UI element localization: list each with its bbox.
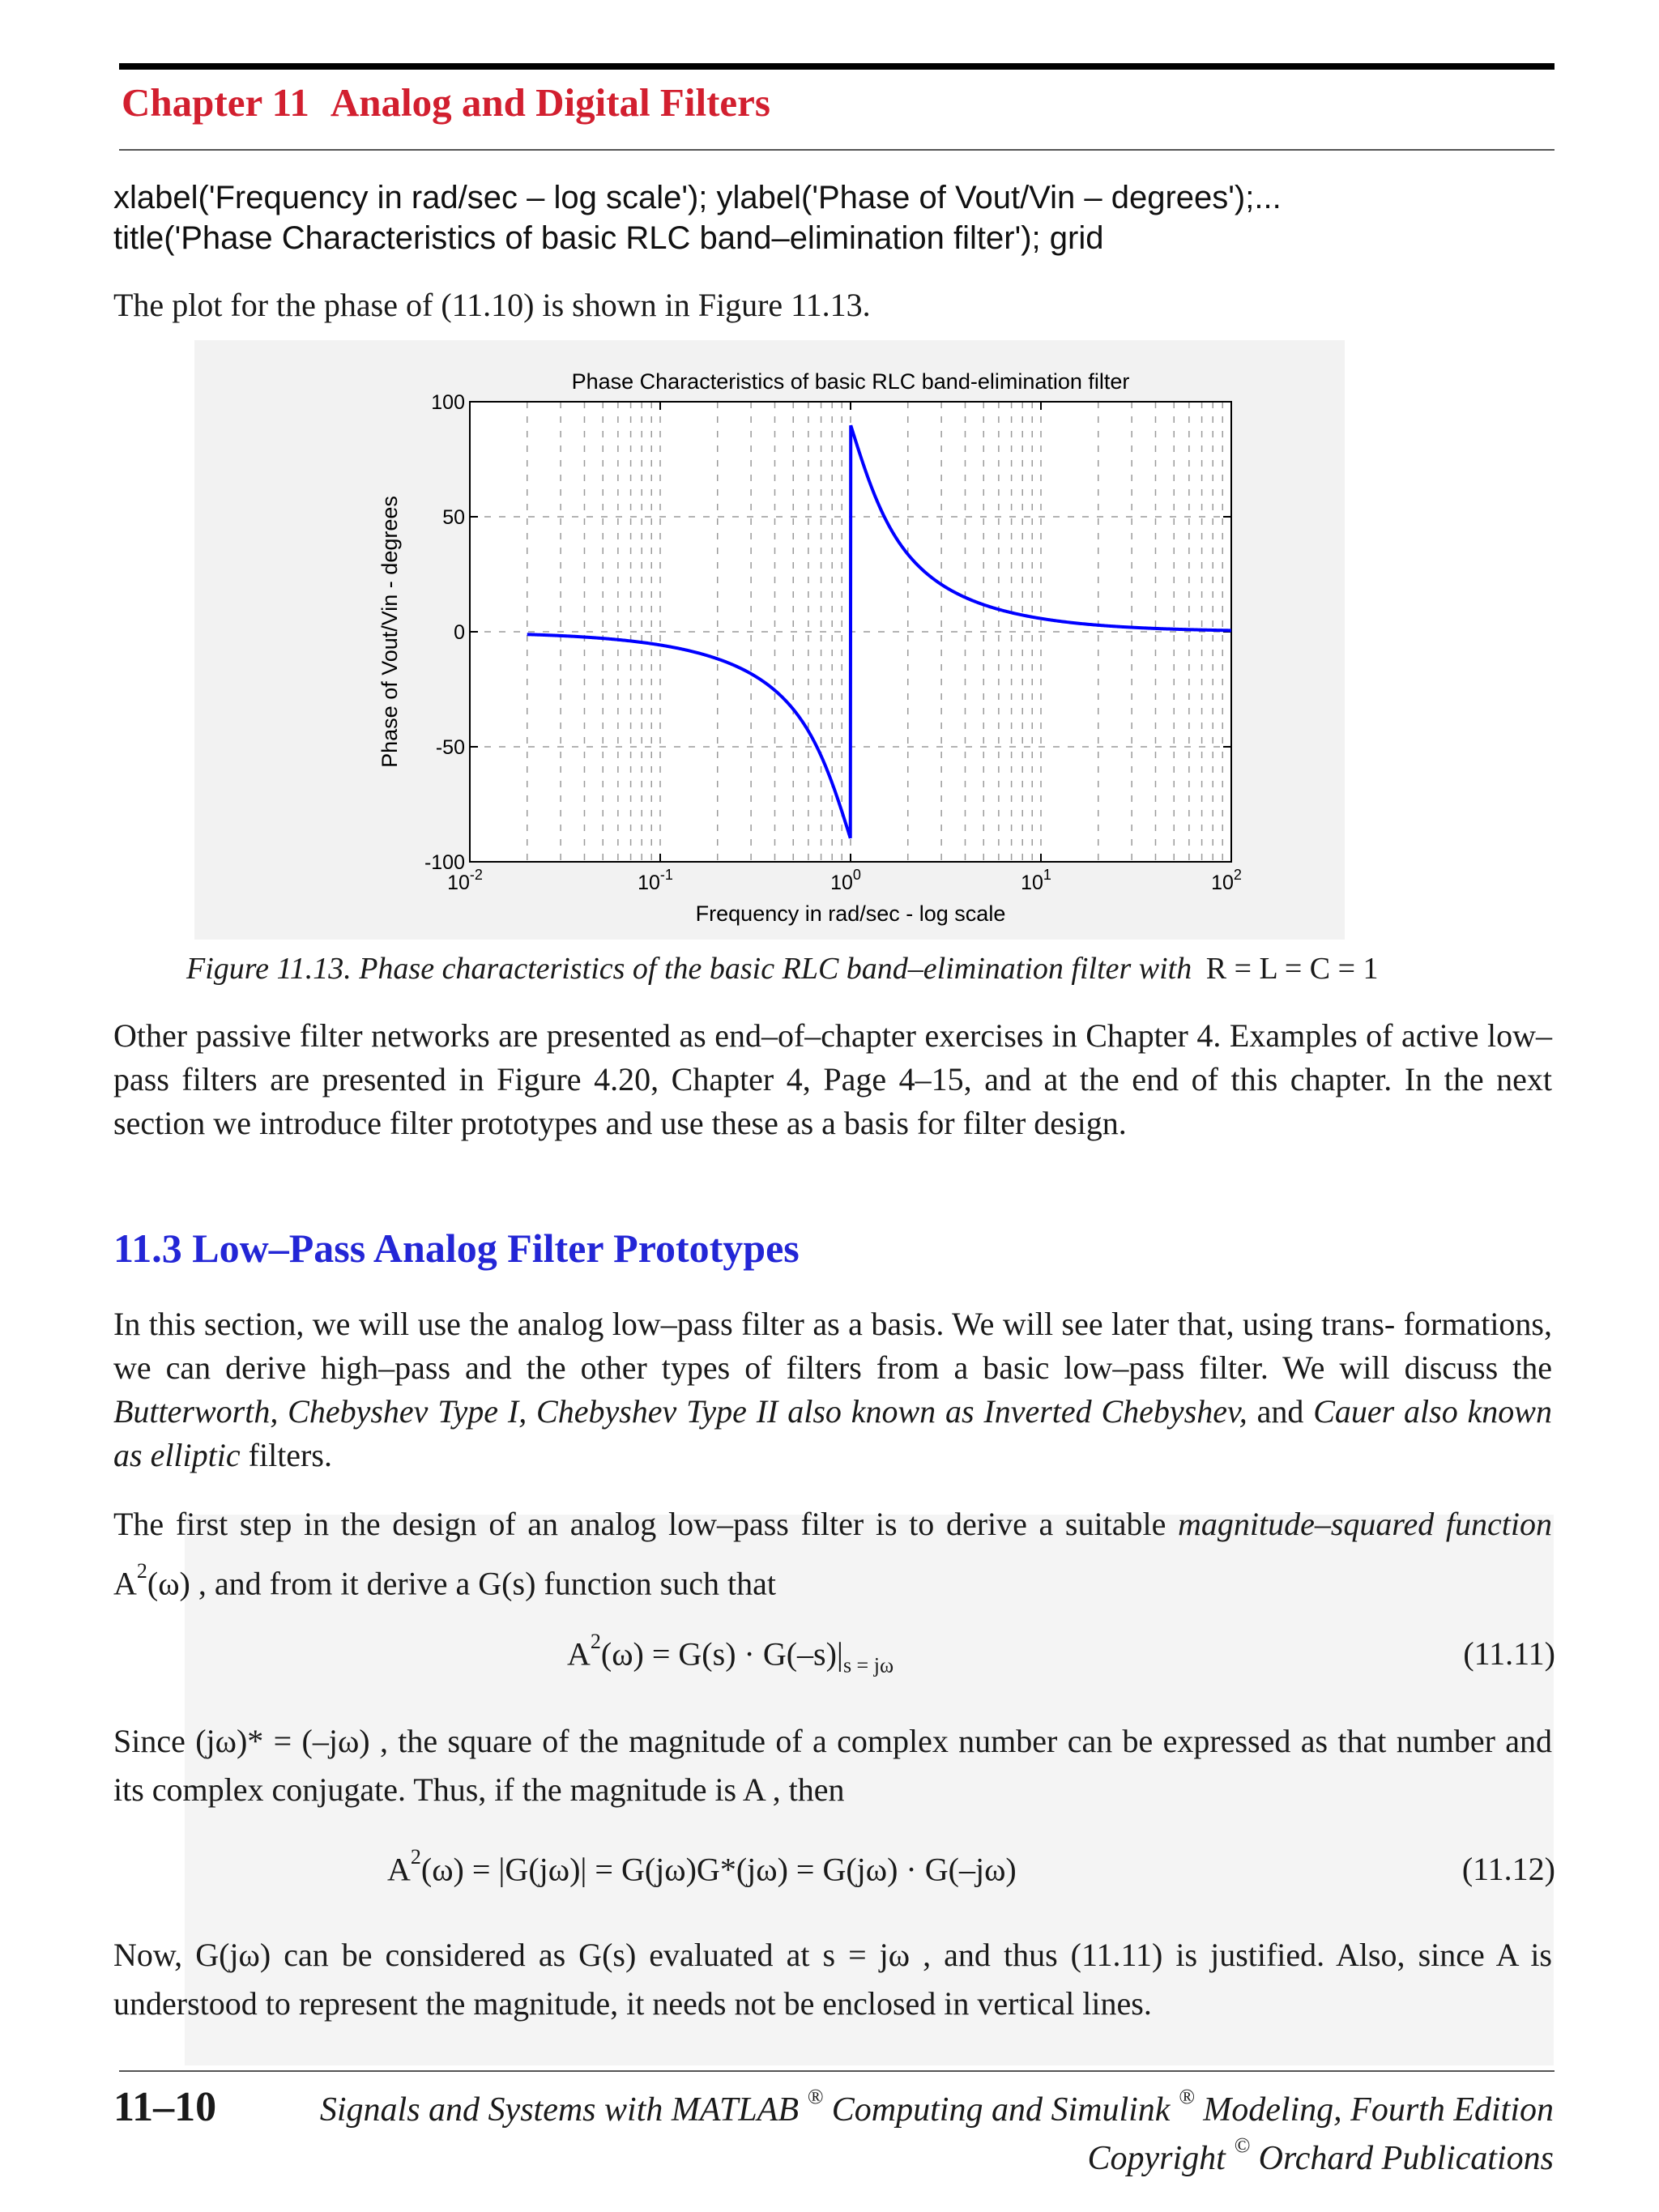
y-axis-label: Phase of Vout/Vin - degrees	[377, 496, 402, 768]
y-tick-label: -100	[424, 851, 465, 874]
figure-label: Figure 11.13.	[186, 952, 352, 986]
figure-caption-equation: R = L = C = 1	[1205, 952, 1379, 986]
y-tick-label: 0	[454, 621, 465, 644]
header-rule	[119, 63, 1555, 70]
code-line-2: title('Phase Characteristics of basic RLC band–elimination filter'); grid	[113, 220, 1104, 256]
code-line-1: xlabel('Frequency in rad/sec – log scale'); ylabel('Phase of Vout/Vin – degrees');...	[113, 180, 1282, 215]
x-tick-label: $10^0$	[830, 867, 861, 894]
chapter-title: Analog and Digital Filters	[330, 80, 770, 125]
x-tick-label: $10^{-2}$	[447, 867, 483, 894]
paragraph-design-step: The first step in the design of an analog low–pass filter is to derive a suitable magnitude–squared function $A^2(\omega)$ , and from it derive a G(s) function such that	[113, 1506, 1552, 1602]
book-title: Signals and Systems with MATLAB ® Computing and Simulink ® Modeling, Fourth Edition	[319, 2085, 1554, 2129]
equation-number-11-11: (11.11)	[1463, 1635, 1555, 1672]
copyright: Copyright © Orchard Publications	[1087, 2133, 1554, 2177]
page-number: 11–10	[113, 2084, 217, 2130]
header-underline	[119, 149, 1555, 151]
x-tick-label: $10^1$	[1021, 867, 1051, 894]
equation-11-11: $A^2(\omega) = G(s) \cdot G(-s)|_{s = j\omega}$	[567, 1630, 894, 1677]
x-tick-label: $10^{-1}$	[638, 867, 673, 894]
phase-chart	[373, 356, 1264, 940]
section-title: 11.3 Low–Pass Analog Filter Prototypes	[113, 1225, 800, 1271]
equation-11-12: $A^2(\omega) = |G(j\omega)| = G(j\omega)G*(j\omega) = G(j\omega) \cdot G(-j\omega)$	[387, 1845, 1017, 1888]
chapter-number: Chapter 11	[122, 80, 309, 125]
paragraph-justification: Now, G(jω) can be considered as G(s) evaluated at s = jω , and thus (11.11) is justified. Also, since A is understood to represent the magnitude, it needs not be enclosed in vertical lines.	[113, 1937, 1552, 2022]
y-tick-label: 50	[442, 506, 465, 529]
paragraph-passive-filters: Other passive filter networks are presented as end–of–chapter exercises in Chapter 4. Examples of active low–pass filters are presented in Figure 4.20, Chapter 4, Page 4–15, and at the end of this chapter. In the next section we introduce filter prototypes and use these as a basis for filter design.	[113, 1017, 1552, 1141]
x-axis-label: Frequency in rad/sec - log scale	[695, 901, 1006, 926]
paragraph-complex-conjugate: Since (jω)* = (–jω) , the square of the magnitude of a complex number can be expressed as that number and its complex conjugate. Thus, if the magnitude is A , then	[113, 1723, 1552, 1808]
paragraph-filter-types: In this section, we will use the analog low–pass filter as a basis. We will see later that, using trans- formations, we can derive high–pass and the other types of filters from a basic low–pass filter. We will discuss the Butterworth, Chebyshev Type I, Chebyshev Type II also known as Inverted Chebyshev, and Cauer also known as elliptic filters.	[113, 1306, 1552, 1473]
figure-caption-text: Phase characteristics of the basic RLC band–elimination filter with	[359, 952, 1192, 986]
figure-caption	[186, 951, 1563, 987]
chapter-heading	[122, 79, 770, 126]
intro-paragraph: The plot for the phase of (11.10) is shown in Figure 11.13.	[113, 287, 871, 323]
equation-number-11-12: (11.12)	[1461, 1851, 1555, 1887]
y-tick-label: 100	[431, 391, 465, 414]
footer-rule	[119, 2070, 1555, 2072]
y-tick-label: -50	[435, 736, 465, 759]
x-tick-label: $10^2$	[1211, 867, 1242, 894]
chart-title: Phase Characteristics of basic RLC band-elimination filter	[571, 369, 1130, 394]
